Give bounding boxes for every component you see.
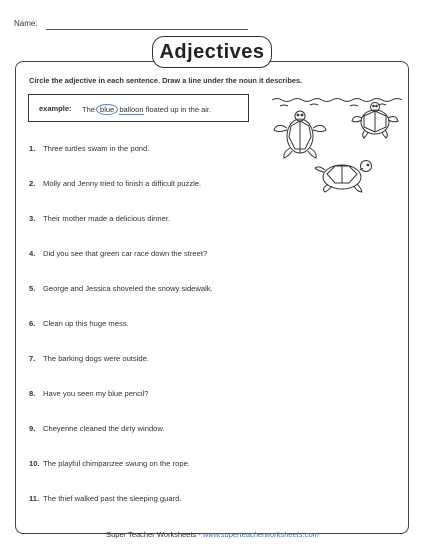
sentence-text[interactable]: Have you seen my blue pencil? [43,389,149,398]
sentence-item[interactable] [29,424,165,433]
sentence-item[interactable] [29,179,201,188]
sentence-text[interactable]: George and Jessica shoveled the snowy sidewalk. [43,284,213,293]
example-after: floated up in the air. [145,105,212,114]
sentence-number: 10. [29,459,40,468]
sentence-item[interactable] [29,214,170,223]
sentence-number: 7. [29,354,36,363]
sentence-text[interactable]: Three turtles swam in the pond. [43,144,150,153]
example-box [28,94,249,122]
sentence-item[interactable] [29,319,129,328]
directions: Circle the adjective in each sentence. Draw a line under the noun it describes. [29,76,303,85]
sentence-item[interactable] [29,354,149,363]
sentence-text[interactable]: The playful chimpanzee swung on the rope. [43,459,190,468]
swimming-turtles-icon [270,94,405,194]
sentence-text[interactable]: Their mother made a delicious dinner. [43,214,171,223]
example-adjective-circled: blue [96,104,118,115]
sentence-number: 9. [29,424,36,433]
example-noun-underlined: balloon [119,105,144,114]
worksheet-title: Adjectives [152,36,272,68]
sentence-text[interactable]: The thief walked past the sleeping guard. [43,494,182,503]
sentence-text[interactable]: Did you see that green car race down the street? [43,249,208,258]
name-label: Name: [14,19,38,28]
sentence-text[interactable]: The barking dogs were outside. [43,354,149,363]
sentence-number: 8. [29,389,36,398]
footer-separator: - [196,530,203,539]
sentence-text[interactable]: Cheyenne cleaned the dirty window. [43,424,165,433]
example-before: The [82,105,95,114]
sentence-number: 11. [29,494,40,503]
sentence-number: 2. [29,179,36,188]
sentence-item[interactable] [29,144,149,153]
sentence-text[interactable]: Molly and Jenny tried to finish a difficult puzzle. [43,179,202,188]
name-line[interactable] [46,29,248,30]
sentence-number: 5. [29,284,36,293]
footer [0,530,425,539]
sentence-number: 6. [29,319,36,328]
footer-url[interactable]: www.superteacherworksheets.com [202,530,319,539]
sentence-number: 1. [29,144,36,153]
sentence-number: 3. [29,214,36,223]
sentence-item[interactable] [29,284,213,293]
sentence-item[interactable] [29,459,190,468]
footer-brand: Super Teacher Worksheets [106,530,197,539]
sentence-number: 4. [29,249,36,258]
sentence-item[interactable] [29,249,207,258]
example-label: example: [39,104,72,113]
sentence-item[interactable] [29,389,149,398]
sentence-item[interactable] [29,494,181,503]
sentence-text[interactable]: Clean up this huge mess. [43,319,129,328]
example-sentence [82,104,211,115]
